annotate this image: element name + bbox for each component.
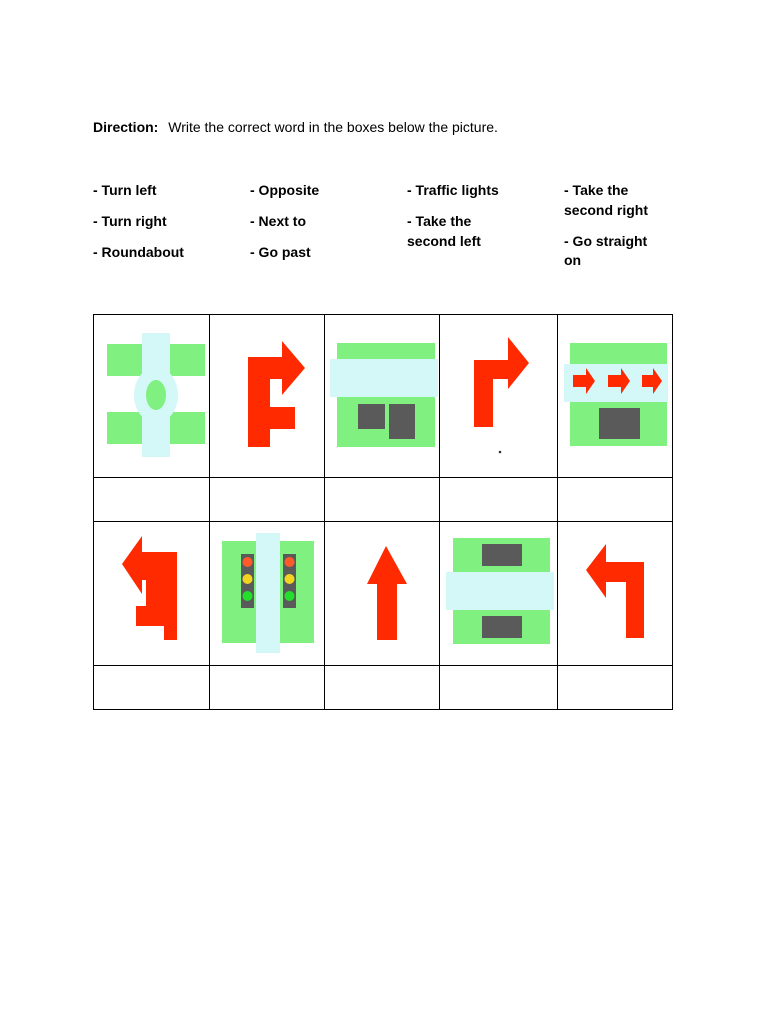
answer-box-6[interactable]	[94, 666, 210, 710]
picture-cell-go-past	[558, 315, 673, 478]
picture-cell-opposite-1	[325, 315, 440, 478]
answer-box-3[interactable]	[325, 478, 440, 522]
answer-box-9[interactable]	[440, 666, 558, 710]
picture-cell-roundabout	[94, 315, 210, 478]
word-opposite: - Opposite	[250, 182, 320, 198]
turn-left-arrow-icon	[94, 522, 209, 666]
answer-box-7[interactable]	[210, 666, 325, 710]
picture-grid	[93, 314, 673, 710]
turn-right-arrow-icon	[210, 315, 324, 478]
word-next-to: - Next to	[250, 213, 306, 229]
traffic-lights-picture	[210, 522, 324, 666]
word-second-left: - Take the second left	[407, 213, 481, 249]
direction-text: Write the correct word in the boxes below the picture.	[168, 119, 498, 135]
word-go-straight-on: - Go straight on	[564, 232, 648, 268]
picture-cell-turn-left-1	[94, 522, 210, 666]
picture-cell-turn-left-2	[558, 522, 673, 666]
picture-cell-traffic-lights	[210, 522, 325, 666]
picture-cell-turn-right-1	[210, 315, 325, 478]
straight-arrow-icon	[325, 522, 439, 666]
answer-box-10[interactable]	[558, 666, 673, 710]
picture-cell-go-straight	[325, 522, 440, 666]
word-bank	[93, 181, 693, 276]
roundabout-picture	[94, 315, 209, 478]
turn-right-arrow-icon	[440, 315, 557, 478]
word-go-past: - Go past	[250, 244, 311, 260]
answer-box-1[interactable]	[94, 478, 210, 522]
picture-cell-turn-right-2	[440, 315, 558, 478]
word-second-right: - Take the second right	[564, 182, 649, 218]
word-bank-column-3	[407, 181, 519, 263]
answer-box-5[interactable]	[558, 478, 673, 522]
word-turn-left: - Turn left	[93, 182, 157, 198]
picture-cell-opposite-2	[440, 522, 558, 666]
word-traffic-lights: - Traffic lights	[407, 182, 499, 198]
opposite-picture	[325, 315, 439, 478]
word-turn-right: - Turn right	[93, 213, 167, 229]
opposite-picture	[440, 522, 557, 666]
turn-left-arrow-icon	[558, 522, 672, 666]
go-past-picture	[558, 315, 672, 478]
answer-box-8[interactable]	[325, 666, 440, 710]
direction-line	[93, 119, 498, 135]
word-bank-column-1	[93, 181, 243, 274]
answer-box-4[interactable]	[440, 478, 558, 522]
word-bank-column-2	[250, 181, 400, 274]
answer-box-2[interactable]	[210, 478, 325, 522]
direction-label: Direction:	[93, 119, 159, 135]
word-roundabout: - Roundabout	[93, 244, 184, 260]
word-bank-column-4	[564, 181, 664, 282]
